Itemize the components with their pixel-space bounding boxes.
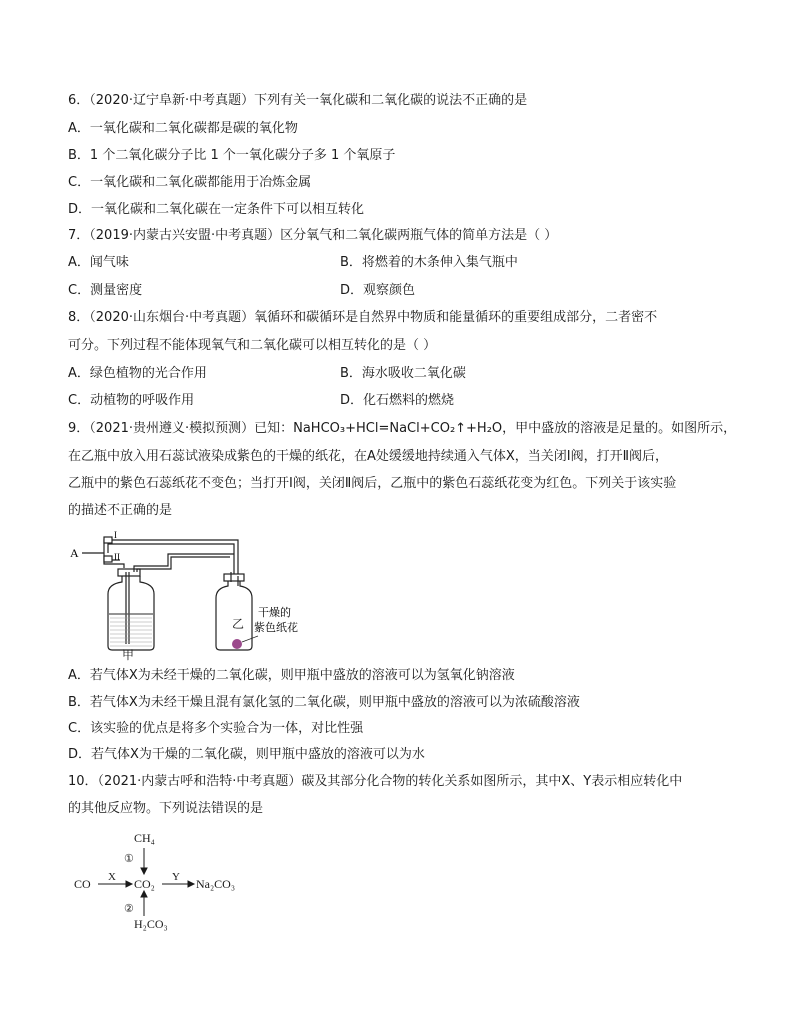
label-flower-line1: 干燥的 [258,606,291,619]
q9-stem-line4: 的描述不正确的是 [68,503,173,518]
arrow-1-head [141,868,147,874]
h2co3-label: H₂CO₃ [134,917,168,931]
valve-2-icon [104,556,112,562]
q7-option-b: B．将燃着的木条伸入集气瓶中 [340,255,518,270]
ch4-label: CH₄ [134,831,155,845]
co2-label: CO₂ [134,877,155,891]
label-a: A [70,546,79,560]
x-label: X [108,871,116,883]
q8-option-a: A．绿色植物的光合作用 [68,366,207,381]
q10-stem-line2: 的其他反应物。下列说法错误的是 [68,801,264,816]
bottle-jia [108,576,154,650]
step-2-label: ② [124,903,134,915]
label-flower-line2: 紫色纸花 [254,621,298,634]
q9-stem-line1: 9．（2021·贵州遵义·模拟预测）已知：NaHCO₃+HCl=NaCl+CO₂↑+H₂O，甲中盛放的溶液是足量的。如图所示， [68,421,737,436]
q8-option-b: B．海水吸收二氧化碳 [340,366,466,381]
arrow-x-head [126,881,132,887]
q8-stem-line2: 可分。下列过程不能体现氧气和二氧化碳可以相互转化的是（ ） [68,338,437,353]
q6-option-b: B．1 个二氧化碳分子比 1 个一氧化碳分子多 1 个氧原子 [68,148,396,163]
q8-option-c: C．动植物的呼吸作用 [68,393,195,408]
q9-option-c: C．该实验的优点是将多个实验合为一体，对比性强 [68,721,364,736]
q8-option-d: D．化石燃料的燃烧 [340,393,455,408]
label-bottle-jia: 甲 [122,648,135,662]
y-label: Y [172,871,180,883]
label-valve-1: I [114,530,117,540]
label-valve-2: II [114,552,120,562]
q6-option-d: D．一氧化碳和二氧化碳在一定条件下可以相互转化 [68,202,365,217]
q6-option-c: C．一氧化碳和二氧化碳都能用于冶炼金属 [68,175,312,190]
q9-stem-line2: 在乙瓶中放入用石蕊试液染成紫色的干燥的纸花，在A处缓缓地持续通入气体X，当关闭Ⅰ阀，打开Ⅱ阀后， [68,449,669,464]
q9-option-b: B．若气体X为未经干燥且混有氯化氢的二氧化碳，则甲瓶中盛放的溶液可以为浓硫酸溶液 [68,695,580,710]
purple-flower [232,639,242,649]
q8-stem-line1: 8．（2020·山东烟台·中考真题）氧循环和碳循环是自然界中物质和能量循环的重要组成部分，二者密不 [68,310,658,325]
q9-option-d: D．若气体X为干燥的二氧化碳，则甲瓶中盛放的溶液可以为水 [68,747,425,762]
q7-option-d: D．观察颜色 [340,283,416,298]
label-bottle-yi: 乙 [232,617,245,631]
co-label: CO [74,877,91,891]
gas-washing-apparatus-diagram [68,528,308,658]
q7-option-a: A．闻气味 [68,255,129,270]
carbon-conversion-scheme [68,828,268,938]
stopper-right [224,574,244,581]
arrow-y-head [188,881,194,887]
arrow-2-head [141,891,147,897]
step-1-label: ① [124,853,134,865]
q6-option-a: A．一氧化碳和二氧化碳都是碳的氧化物 [68,121,298,136]
q7-stem: 7．（2019·内蒙古兴安盟·中考真题）区分氧气和二氧化碳两瓶气体的简单方法是（ ） [68,228,558,243]
q9-option-a: A．若气体X为未经干燥的二氧化碳，则甲瓶中盛放的溶液可以为氢氧化钠溶液 [68,668,515,683]
q9-stem-line3: 乙瓶中的紫色石蕊纸花不变色；当打开Ⅰ阀，关闭Ⅱ阀后，乙瓶中的紫色石蕊纸花变为红色。下列关于该实验 [68,476,677,491]
q7-option-c: C．测量密度 [68,283,143,298]
q10-stem-line1: 10．（2021·内蒙古呼和浩特·中考真题）碳及其部分化合物的转化关系如图所示，其中X、Y表示相应转化中 [68,774,683,789]
na2co3-label: Na₂CO₃ [196,877,236,891]
q6-stem: 6．（2020·辽宁阜新·中考真题）下列有关一氧化碳和二氧化碳的说法不正确的是 [68,93,528,108]
valve-1-icon [104,537,112,543]
